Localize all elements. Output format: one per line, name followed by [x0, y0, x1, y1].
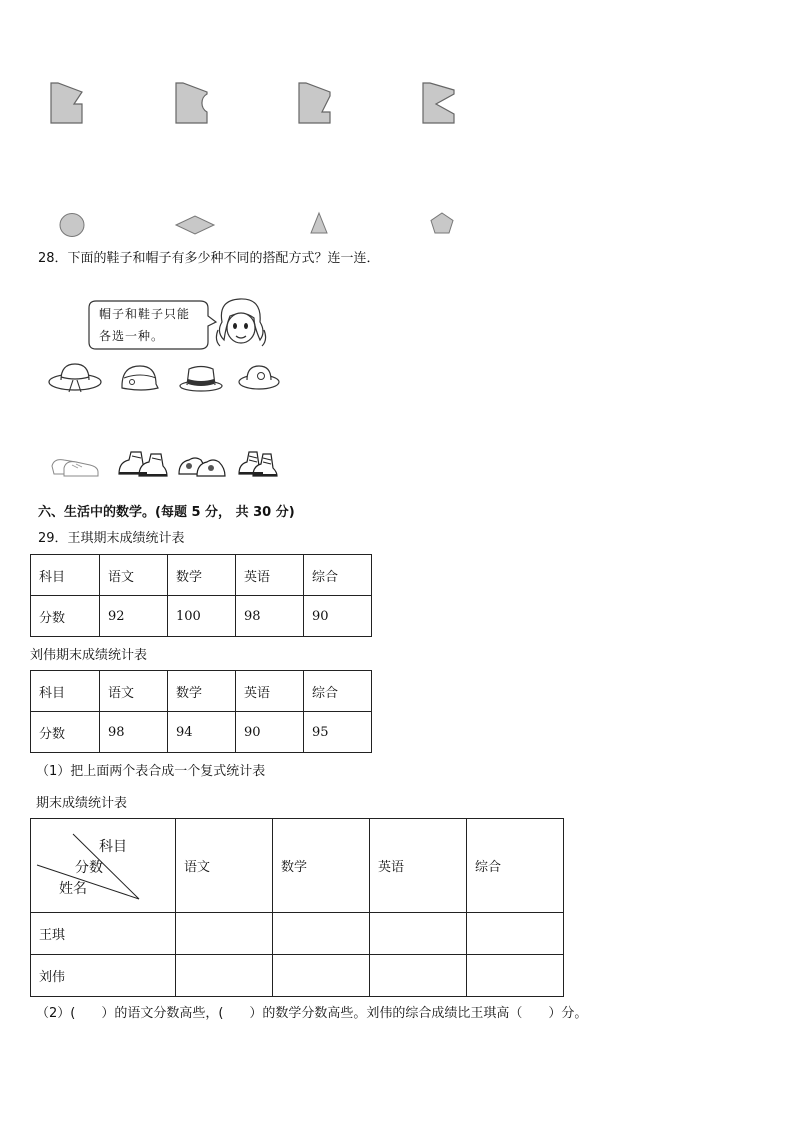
table-cell: 分数 [31, 712, 100, 753]
table-cell: 94 [168, 712, 236, 753]
diagonal-lines [31, 819, 183, 913]
circle-shape [59, 212, 85, 238]
hat-1-icon [47, 360, 103, 394]
bubble-line-2: 各选一种。 [99, 329, 165, 343]
liuwei-score-table [30, 670, 372, 753]
answer-cell[interactable] [273, 955, 370, 997]
table-cell: 95 [304, 712, 372, 753]
header-score-label: 分数 [75, 860, 103, 876]
answer-cell[interactable] [467, 913, 564, 955]
shoe-2-icon [117, 446, 169, 478]
table-cell: 语文 [100, 555, 168, 596]
table-cell: 科目 [31, 671, 100, 712]
table-cell: 92 [100, 596, 168, 637]
table-cell: 90 [236, 712, 304, 753]
combined-table-title: 期末成绩统计表 [36, 796, 128, 811]
table-cell: 数学 [168, 671, 236, 712]
question-29-title: 29．王琪期末成绩统计表 [38, 531, 185, 546]
folded-shape-3 [298, 82, 332, 124]
table-row [31, 913, 564, 955]
folded-shape-4 [422, 82, 456, 124]
table-cell: 98 [100, 712, 168, 753]
answer-cell[interactable] [370, 955, 467, 997]
table-cell: 英语 [236, 555, 304, 596]
table-cell: 综合 [304, 671, 372, 712]
folded-shape-1 [50, 82, 84, 124]
folded-shape-2 [175, 82, 209, 124]
table-cell: 刘伟 [31, 955, 176, 997]
diagonal-header-cell [31, 819, 176, 913]
question-28-text: 28．下面的鞋子和帽子有多少种不同的搭配方式？连一连． [38, 251, 380, 266]
answer-cell[interactable] [370, 913, 467, 955]
table-row [31, 712, 372, 753]
table-cell: 数学 [168, 555, 236, 596]
answer-cell[interactable] [176, 955, 273, 997]
section-6-heading: 六、生活中的数学。(每题 5 分， 共 30 分) [38, 505, 295, 520]
wangqi-score-table [30, 554, 372, 637]
hat-3-icon [178, 360, 224, 394]
table-cell: 语文 [100, 671, 168, 712]
header-subject-label: 科目 [99, 839, 127, 855]
header-name-label: 姓名 [59, 881, 87, 897]
table-cell: 98 [236, 596, 304, 637]
table-row [31, 555, 372, 596]
question-29-part-2: （2）( ）的语文分数高些，( ）的数学分数高些。刘伟的综合成绩比王琪高（ ）分。 [36, 1006, 588, 1021]
bubble-line-1: 帽子和鞋子只能 [99, 307, 191, 321]
hat-2-icon [118, 360, 160, 394]
table-cell: 科目 [31, 555, 100, 596]
combined-score-table [30, 818, 564, 997]
table-cell: 90 [304, 596, 372, 637]
table-row [31, 671, 372, 712]
table-row [31, 955, 564, 997]
table-cell: 英语 [370, 819, 467, 913]
table-cell: 数学 [273, 819, 370, 913]
shoe-1-icon [50, 452, 100, 478]
shoe-4-icon [237, 446, 279, 480]
triangle-shape [310, 212, 328, 234]
table-row [31, 819, 564, 913]
table-cell: 分数 [31, 596, 100, 637]
pentagon-shape [430, 212, 454, 234]
rhombus-shape [175, 215, 215, 235]
answer-cell[interactable] [176, 913, 273, 955]
table-cell: 英语 [236, 671, 304, 712]
question-29-part-1: （1）把上面两个表合成一个复式统计表 [36, 764, 266, 779]
liuwei-table-title: 刘伟期末成绩统计表 [30, 648, 148, 663]
table-cell: 综合 [467, 819, 564, 913]
hat-4-icon [237, 360, 281, 394]
shoe-3-icon [177, 448, 227, 478]
table-row [31, 596, 372, 637]
answer-cell[interactable] [273, 913, 370, 955]
table-cell: 综合 [304, 555, 372, 596]
table-cell: 王琪 [31, 913, 176, 955]
answer-cell[interactable] [467, 955, 564, 997]
girl-face-icon [214, 296, 268, 352]
table-cell: 100 [168, 596, 236, 637]
table-cell: 语文 [176, 819, 273, 913]
